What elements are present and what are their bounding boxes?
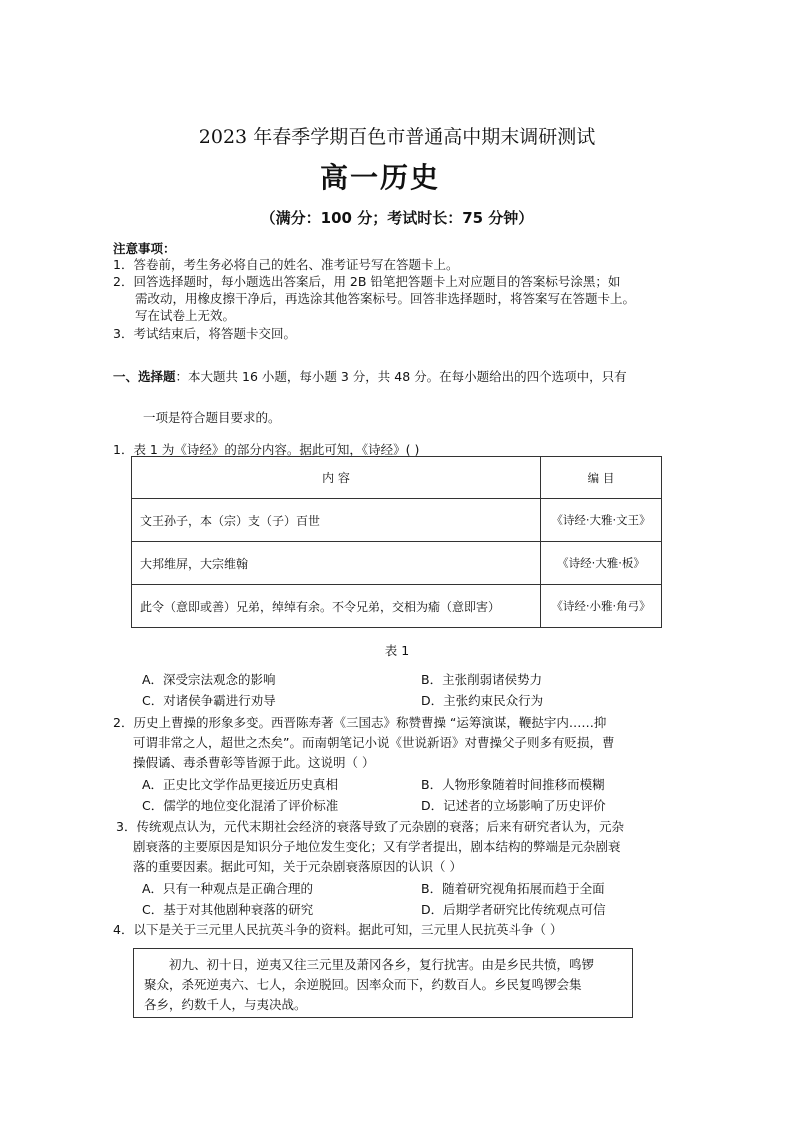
source-line: 各乡，约数千人，与夷决战。 [144, 997, 307, 1012]
option-b: B．人物形象随着时间推移而模糊 [421, 777, 605, 792]
table-row [132, 585, 662, 628]
option-a: A．只有一种观点是正确合理的 [142, 881, 314, 896]
notes-heading: 注意事项： [113, 241, 176, 256]
exam-meta: （满分：100 分；考试时长：75 分钟） [260, 209, 534, 227]
table-row [132, 542, 662, 585]
table-row [132, 499, 662, 542]
question-3-stem-line: 剧衰落的主要原因是知识分子地位发生变化；又有学者提出，剧本结构的弊端是元杂剧衰 [133, 839, 621, 854]
table-header-cell: 内 容 [132, 457, 541, 499]
question-1-stem: 1．表 1 为《诗经》的部分内容。据此可知，《诗经》( ) [113, 442, 420, 457]
table-caption: 表 1 [384, 643, 410, 658]
exam-title: 2023 年春季学期百色市普通高中期末调研测试 [198, 126, 596, 148]
question-2-stem: 2．历史上曹操的形象多变。西晋陈寿著《三国志》称赞曹操 “运筹演谋，鞭挞宇内……抑 [113, 715, 607, 730]
option-c: C．对诸侯争霸进行劝导 [142, 693, 276, 708]
section-text: ：本大题共 16 小题，每小题 3 分，共 48 分。在每小题给出的四个选项中，只有 [175, 369, 627, 384]
question-4-source-box [133, 948, 633, 1018]
subject-title: 高一历史 [320, 161, 441, 194]
section-label: 一、选择题 [113, 369, 176, 384]
source-line: 初九、初十日，逆夷又往三元里及萧冈各乡，复行扰害。由是乡民共愤，鸣锣 [169, 957, 595, 972]
table-cell: 《诗经·大雅·板》 [541, 542, 662, 585]
source-line: 聚众，杀死逆夷六、七人，余逆脱回。因率众而下，约数百人。乡民复鸣锣会集 [144, 977, 582, 992]
option-a: A．正史比文学作品更接近历史真相 [142, 777, 339, 792]
table-cell: 大邦维屏，大宗维翰 [132, 542, 541, 585]
option-d: D．记述者的立场影响了历史评价 [421, 798, 606, 813]
option-c: C．基于对其他剧种衰落的研究 [142, 902, 314, 917]
question-2-stem-line: 操假谲、毒杀曹彰等皆源于此。这说明（ ） [133, 755, 375, 770]
note-line: 写在试卷上无效。 [135, 308, 236, 323]
option-b: B．随着研究视角拓展而趋于全面 [421, 881, 605, 896]
question-2-stem-line: 可谓非常之人，超世之杰矣”。而南朝笔记小说《世说新语》对曹操父子则多有贬损，曹 [133, 735, 615, 750]
table-cell: 《诗经·大雅·文王》 [541, 499, 662, 542]
question-4-stem: 4．以下是关于三元里人民抗英斗争的资料。据此可知，三元里人民抗英斗争（ ） [113, 922, 563, 937]
question-3-stem-line: 落的重要因素。据此可知，关于元杂剧衰落原因的认识（ ） [133, 859, 462, 874]
option-a: A．深受宗法观念的影响 [142, 672, 276, 687]
table-cell: 此令（意即或善）兄弟，绰绰有余。不令兄弟，交相为瘉（意即害） [132, 585, 541, 628]
question-1-table [131, 456, 662, 628]
table-cell: 文王孙子，本（宗）支（子）百世 [132, 499, 541, 542]
option-b: B．主张削弱诸侯势力 [421, 672, 543, 687]
option-c: C．儒学的地位变化混淆了评价标准 [142, 798, 339, 813]
table-header-row [132, 457, 662, 499]
note-item [113, 273, 635, 324]
section-text-cont: 一项是符合题目要求的。 [143, 410, 281, 425]
option-d: D．后期学者研究比传统观点可信 [421, 902, 606, 917]
note-item: 1．答卷前，考生务必将自己的姓名、准考证号写在答题卡上。 [113, 257, 459, 272]
table-cell: 《诗经·小雅·角弓》 [541, 585, 662, 628]
note-line: 需改动，用橡皮擦干净后，再选涂其他答案标号。回答非选择题时，将答案写在答题卡上。 [135, 291, 636, 306]
note-line: 2．回答选择题时，每小题选出答案后，用 2B 铅笔把答题卡上对应题目的答案标号涂黑；如 [113, 274, 621, 289]
option-d: D．主张约束民众行为 [421, 693, 544, 708]
section-heading [113, 367, 627, 385]
table-header-cell: 编 目 [541, 457, 662, 499]
note-item: 3．考试结束后，将答题卡交回。 [113, 326, 296, 341]
question-3-stem: 3．传统观点认为，元代末期社会经济的衰落导致了元杂剧的衰落；后来有研究者认为，元杂 [116, 819, 624, 834]
